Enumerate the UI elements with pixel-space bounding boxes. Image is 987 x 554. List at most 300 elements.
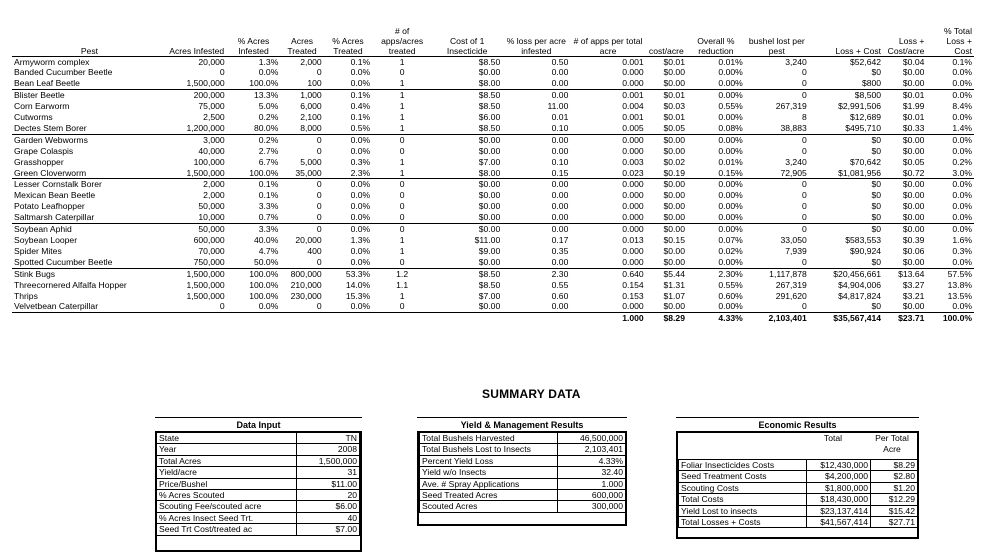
cell-overall-reduction: 0.01%: [718, 156, 743, 167]
cell-apps-treated: 1: [399, 78, 405, 89]
economic-total: $23,137,414: [807, 505, 871, 516]
cell-cost-acre: $0.15: [663, 235, 685, 245]
cell-loss-cost: $0: [809, 224, 883, 235]
yield-value: 2,103,401: [558, 444, 626, 455]
cell-loss-cost-acre: $3.21: [902, 290, 925, 301]
table-row: [12, 56, 974, 67]
cell-pest: Grape Colaspis: [14, 145, 74, 156]
cell-pct-treated: 0.0%: [350, 301, 371, 312]
cell-cost-acre: $0.00: [663, 78, 685, 89]
cell-loss-per-acre: 11.00: [547, 101, 569, 112]
cell-cost-acre: $0.01: [663, 112, 685, 123]
cell-loss-cost-acre: $0.00: [883, 134, 926, 145]
data-input-row: [157, 501, 360, 512]
cell-apps-treated: 1: [399, 112, 405, 123]
cell-loss-cost: $52,642: [850, 56, 882, 67]
data-input-label: Scouting Fee/scouted acre: [157, 501, 297, 512]
cell-pct-infested: 6.7%: [258, 156, 279, 167]
cell-pct-total: 0.0%: [952, 190, 972, 201]
economic-row: [679, 494, 918, 505]
cell-bushel-lost: 72,905: [780, 167, 807, 178]
cell-cost-insecticide: $8.50: [478, 122, 501, 133]
cell-overall-reduction: 2.30%: [687, 268, 745, 279]
cell-cost-acre: $0.00: [646, 179, 687, 190]
cell-loss-per-acre: 0.10: [551, 122, 569, 133]
cell-pct-infested: 100.0%: [249, 78, 279, 89]
cell-apps-treated: 1.2: [372, 268, 432, 279]
cell-cost-insecticide: $0.00: [478, 301, 501, 312]
cell-cost-acre: $0.00: [663, 201, 685, 212]
totals-row: [12, 313, 974, 324]
economic-row: [679, 460, 918, 471]
cell-cost-insecticide: $0.00: [432, 179, 502, 190]
cell-acres-infested: 0: [219, 301, 225, 312]
cell-pct-infested: 0.1%: [258, 190, 279, 201]
yield-label: Ave. # Spray Applications: [420, 478, 558, 489]
cell-pct-treated: 1.3%: [350, 235, 371, 245]
cell-cost-insecticide: $6.00: [478, 112, 501, 123]
cell-acres-treated: 5,000: [300, 156, 322, 167]
cell-bushel-lost: 33,050: [780, 235, 807, 245]
cell-acres-infested: 1,500,000: [186, 78, 225, 89]
cell-bushel-lost: 0: [801, 67, 807, 78]
cell-loss-cost: $495,710: [845, 122, 882, 133]
cell-overall-reduction: 0.00%: [718, 256, 743, 267]
cell-pest: Garden Webworms: [12, 134, 167, 145]
cell-pct-treated: 0.3%: [350, 156, 371, 167]
cell-acres-treated: 0: [316, 67, 322, 78]
table-row: [12, 201, 974, 212]
cell-overall-reduction: 0.01%: [718, 56, 743, 67]
cell-overall-reduction: 0.00%: [718, 212, 743, 223]
yield-row: [420, 501, 626, 512]
cell-acres-infested: 70,000: [198, 245, 225, 256]
cell-pct-total: 13.8%: [947, 279, 972, 290]
cell-cost-acre: $0.19: [663, 167, 685, 178]
yield-row: [420, 467, 626, 478]
yield-row: [420, 455, 626, 466]
cell-pct-infested: 0.2%: [227, 134, 281, 145]
cell-pct-treated: 53.3%: [324, 268, 373, 279]
cell-apps-total: 0.003: [622, 156, 644, 167]
yield-value: 1.000: [558, 478, 626, 489]
cell-cost-insecticide: $0.00: [478, 256, 501, 267]
cell-pct-infested: 3.3%: [258, 201, 279, 212]
cell-acres-treated: 800,000: [280, 268, 323, 279]
cell-pct-treated: 0.1%: [324, 90, 373, 101]
cell-acres-treated: 0: [280, 224, 323, 235]
cell-acres-infested: 50,000: [198, 201, 225, 212]
cell-apps-treated: 1: [399, 290, 405, 301]
cell-pct-total: 1.6%: [952, 235, 972, 245]
cell-apps-treated: 1.1: [396, 279, 409, 290]
data-input-value: 2008: [297, 444, 360, 455]
cell-loss-per-acre: 0.10: [551, 156, 569, 167]
cell-acres-infested: 40,000: [198, 145, 225, 156]
economic-total: $18,430,000: [807, 494, 871, 505]
total-cost-acre: $8.29: [646, 313, 687, 324]
table-row: [12, 301, 974, 312]
data-input-label: % Acres Scouted: [157, 490, 297, 501]
table-row: [12, 212, 974, 223]
economic-table: [678, 459, 918, 528]
cell-loss-cost: $4,904,006: [838, 279, 882, 290]
economic-label: Scouting Costs: [679, 482, 807, 493]
cell-apps-total: 0.005: [622, 122, 644, 133]
cell-apps-treated: 1: [399, 167, 405, 178]
data-input-row: [157, 433, 360, 444]
yield-row: [420, 490, 626, 501]
economic-label: Seed Treatment Costs: [679, 471, 807, 482]
cell-loss-cost-acre: $0.01: [902, 112, 925, 123]
yield-table: [419, 432, 626, 513]
cell-pct-total: 13.5%: [947, 290, 972, 301]
yield-value: 300,000: [558, 501, 626, 512]
cell-acres-infested: 3,000: [167, 134, 227, 145]
cell-loss-cost: $1,081,956: [838, 167, 882, 178]
col-header-overall-reduction: Overall % reduction: [687, 22, 745, 56]
cell-loss-cost-acre: $0.04: [902, 56, 925, 67]
data-input-label: Total Acres: [157, 455, 297, 466]
cell-pct-infested: 100.0%: [249, 290, 279, 301]
cell-loss-per-acre: 0.00: [551, 301, 569, 312]
cell-cost-insecticide: $8.50: [478, 101, 501, 112]
cell-loss-per-acre: 0.00: [551, 212, 569, 223]
cell-pct-infested: 3.3%: [227, 224, 281, 235]
economic-per-acre: $12.29: [871, 494, 918, 505]
cell-acres-treated: 210,000: [290, 279, 322, 290]
cell-overall-reduction: 0.02%: [718, 245, 743, 256]
pest-loss-table: [12, 22, 974, 324]
cell-loss-cost: $0: [871, 201, 882, 212]
cell-bushel-lost: 0: [801, 256, 807, 267]
cell-pct-total: 0.3%: [952, 245, 972, 256]
cell-pct-total: 0.0%: [952, 212, 972, 223]
cell-acres-treated: 0: [316, 301, 322, 312]
cell-pct-total: 8.4%: [952, 101, 972, 112]
yield-value: 4.33%: [558, 455, 626, 466]
economic-total: $12,430,000: [807, 460, 871, 471]
cell-pest: Saltmarsh Caterpillar: [14, 212, 95, 223]
yield-label: Seed Treated Acres: [420, 490, 558, 501]
economic-label: Foliar Insecticides Costs: [679, 460, 807, 471]
cell-apps-treated: 1: [399, 101, 405, 112]
cell-overall-reduction: 0.00%: [718, 78, 743, 89]
col-header-acres-infested: Acres Infested: [167, 22, 227, 56]
cell-pct-infested: 5.0%: [258, 101, 279, 112]
economic-total: $1,800,000: [807, 482, 871, 493]
table-row: [12, 257, 974, 268]
cell-loss-cost-acre: $0.00: [902, 212, 925, 223]
cell-apps-total: 0.000: [622, 212, 644, 223]
cell-loss-cost-acre: $0.00: [902, 67, 925, 78]
cell-overall-reduction: 0.15%: [718, 167, 743, 178]
economic-row: [679, 505, 918, 516]
cell-cost-acre: $0.00: [663, 212, 685, 223]
economic-topline: [676, 417, 919, 418]
cell-pct-infested: 50.0%: [253, 256, 279, 267]
data-input-value: $11.00: [297, 478, 360, 489]
cell-pct-infested: 2.7%: [258, 145, 279, 156]
cell-acres-infested: 10,000: [198, 212, 225, 223]
cell-loss-cost-acre: $3.27: [902, 279, 925, 290]
cell-cost-insecticide: $8.50: [478, 279, 501, 290]
cell-cost-acre: $0.00: [663, 256, 685, 267]
cell-cost-insecticide: $0.00: [478, 67, 501, 78]
cell-pct-total: 0.0%: [926, 224, 974, 235]
cell-pest: Dectes Stem Borer: [14, 122, 87, 133]
cell-apps-treated: 1: [399, 235, 405, 245]
cell-cost-acre: $0.00: [663, 301, 685, 312]
cell-bushel-lost: 8: [801, 112, 807, 123]
cell-apps-treated: 0: [372, 224, 432, 235]
cell-pct-treated: 0.0%: [350, 78, 371, 89]
cell-overall-reduction: 0.00%: [687, 90, 745, 101]
economic-row: [679, 517, 918, 528]
data-input-value: $6.00: [297, 501, 360, 512]
cell-apps-total: 0.000: [622, 256, 644, 267]
cell-overall-reduction: 0.00%: [718, 67, 743, 78]
cell-cost-insecticide: $8.50: [432, 90, 502, 101]
cell-loss-per-acre: 0.01: [551, 112, 569, 123]
cell-acres-treated: 2,100: [300, 112, 322, 123]
cell-acres-infested: 750,000: [193, 256, 225, 267]
cell-pest: Soybean Looper: [14, 235, 78, 245]
cell-pest: Stink Bugs: [12, 268, 167, 279]
cell-acres-infested: 100,000: [193, 156, 225, 167]
cell-cost-acre: $0.01: [646, 90, 687, 101]
cell-acres-treated: 2,000: [300, 56, 322, 67]
table-row: [12, 280, 974, 291]
cell-cost-acre: $0.00: [663, 67, 685, 78]
summary-title: SUMMARY DATA: [482, 387, 581, 401]
cell-overall-reduction: 0.55%: [718, 279, 743, 290]
cell-bushel-lost: 0: [801, 212, 807, 223]
cell-apps-total: 0.000: [570, 224, 645, 235]
cell-pct-total: 0.0%: [952, 301, 972, 312]
cell-pest: Lesser Cornstalk Borer: [12, 179, 167, 190]
cell-bushel-lost: 267,319: [775, 279, 807, 290]
cell-pct-treated: 0.0%: [324, 179, 373, 190]
cell-bushel-lost: 0: [745, 179, 809, 190]
cell-loss-per-acre: 0.00: [502, 90, 570, 101]
cell-pct-treated: 0.0%: [324, 224, 373, 235]
cell-pct-total: 0.0%: [926, 179, 974, 190]
cell-pct-treated: 0.0%: [324, 134, 373, 145]
cell-cost-insecticide: $7.00: [478, 290, 501, 301]
data-input-title: Data Input: [236, 420, 281, 430]
cell-loss-cost-acre: $0.00: [902, 145, 925, 156]
economic-col-acre: Acre: [883, 444, 901, 454]
data-input-value: 31: [297, 467, 360, 478]
cell-loss-per-acre: 0.50: [551, 56, 569, 67]
cell-loss-per-acre: 0.17: [551, 235, 569, 245]
cell-overall-reduction: 0.00%: [718, 145, 743, 156]
cell-acres-treated: 8,000: [300, 122, 322, 133]
cell-cost-insecticide: $0.00: [478, 145, 501, 156]
cell-cost-acre: $5.44: [646, 268, 687, 279]
total-pct: 100.0%: [926, 313, 974, 324]
data-input-value: 1,500,000: [297, 455, 360, 466]
cell-loss-per-acre: 0.00: [551, 78, 569, 89]
table-row: [12, 179, 974, 190]
table-row: [12, 235, 974, 246]
col-header-pct-total: % Total Loss + Cost: [926, 22, 974, 56]
table-row: [12, 90, 974, 101]
economic-label: Total Losses + Costs: [679, 517, 807, 528]
totals-blank: [12, 313, 167, 324]
cell-cost-acre: $0.05: [663, 122, 685, 133]
cell-apps-total: 0.001: [570, 90, 645, 101]
col-header-loss-cost-acre: Loss + Cost/acre: [883, 22, 926, 56]
cell-apps-total: 0.000: [622, 301, 644, 312]
cell-loss-per-acre: 0.00: [502, 179, 570, 190]
col-header-acres-treated: Acres Treated: [280, 22, 323, 56]
cell-overall-reduction: 0.60%: [718, 290, 743, 301]
cell-acres-infested: 2,000: [203, 190, 225, 201]
table-row: [12, 146, 974, 157]
col-header-bushel-lost: bushel lost per pest: [745, 22, 809, 56]
table-row: [12, 268, 974, 279]
economic-label: Yield Lost to insects: [679, 505, 807, 516]
cell-pct-infested: 0.7%: [258, 212, 279, 223]
yield-row: [420, 444, 626, 455]
cell-loss-cost-acre: $0.00: [902, 301, 925, 312]
cell-loss-cost-acre: $1.99: [902, 101, 925, 112]
cell-loss-cost: $70,642: [850, 156, 882, 167]
cell-loss-cost-acre: $0.01: [883, 90, 926, 101]
total-loss-cost-acre: $23.71: [883, 313, 926, 324]
cell-loss-per-acre: 0.00: [502, 224, 570, 235]
cell-loss-cost: $0: [809, 134, 883, 145]
cell-acres-infested: 1,500,000: [186, 167, 225, 178]
cell-acres-treated: 0: [280, 134, 323, 145]
yield-value: 46,500,000: [558, 433, 626, 444]
cell-loss-cost: $0: [871, 212, 882, 223]
cell-cost-insecticide: $0.00: [478, 201, 501, 212]
data-input-value: TN: [297, 433, 360, 444]
cell-overall-reduction: 0.00%: [718, 301, 743, 312]
cell-bushel-lost: 267,319: [775, 101, 807, 112]
cell-acres-infested: 0: [219, 67, 225, 78]
cell-pest: Thrips: [14, 290, 38, 301]
economic-per-acre: $15.42: [871, 505, 918, 516]
economic-title: Economic Results: [758, 420, 837, 430]
cell-pct-treated: 0.0%: [350, 145, 371, 156]
cell-pct-treated: 0.0%: [350, 201, 371, 212]
cell-acres-treated: 6,000: [300, 101, 322, 112]
cell-pct-total: 0.0%: [926, 134, 974, 145]
cell-pct-infested: 1.3%: [258, 56, 279, 67]
cell-apps-treated: 0: [399, 190, 405, 201]
cell-loss-cost: $8,500: [809, 90, 883, 101]
cell-apps-treated: 1: [372, 90, 432, 101]
cell-loss-per-acre: 0.00: [551, 201, 569, 212]
cell-pct-treated: 0.0%: [350, 256, 371, 267]
cell-loss-cost-acre: $0.00: [883, 179, 926, 190]
cell-apps-treated: 0: [399, 145, 405, 156]
cell-loss-cost-acre: $13.64: [883, 268, 926, 279]
cell-acres-treated: 100: [307, 78, 322, 89]
cell-apps-treated: 0: [372, 134, 432, 145]
data-input-row: [157, 524, 360, 535]
cell-pct-infested: 100.0%: [227, 268, 281, 279]
cell-pct-total: 0.0%: [952, 67, 972, 78]
data-input-row: [157, 512, 360, 523]
cell-loss-per-acre: 0.15: [551, 167, 569, 178]
cell-pest: Armyworm complex: [14, 56, 90, 67]
cell-apps-total: 0.154: [622, 279, 644, 290]
cell-cost-insecticide: $11.00: [474, 235, 501, 245]
data-input-row: [157, 444, 360, 455]
data-input-label: State: [157, 433, 297, 444]
table-row: [12, 134, 974, 145]
cell-pest: Grasshopper: [14, 156, 64, 167]
cell-acres-infested: 2,000: [167, 179, 227, 190]
cell-loss-cost: $0: [871, 190, 882, 201]
cell-apps-total: 0.000: [622, 190, 644, 201]
cell-bushel-lost: 7,939: [785, 245, 807, 256]
cell-apps-treated: 0: [399, 212, 405, 223]
cell-apps-treated: 1: [399, 245, 405, 256]
data-input-row: [157, 478, 360, 489]
cell-pct-treated: 0.0%: [350, 190, 371, 201]
data-input-row: [157, 490, 360, 501]
cell-loss-cost: $583,553: [845, 235, 882, 245]
col-header-apps-per-acre-treated: # of apps/acres treated: [372, 22, 432, 56]
cell-cost-acre: $0.03: [663, 101, 685, 112]
cell-pct-treated: 2.3%: [350, 167, 371, 178]
cell-cost-insecticide: $9.00: [478, 245, 501, 256]
cell-loss-cost-acre: $0.06: [902, 245, 925, 256]
cell-apps-total: 0.000: [622, 245, 644, 256]
col-header-apps-per-total-acre: # of apps per total acre: [570, 22, 645, 56]
cell-apps-total: 0.000: [570, 179, 645, 190]
cell-pest: Banded Cucumber Beetle: [14, 67, 113, 78]
cell-loss-per-acre: 0.00: [551, 190, 569, 201]
cell-loss-per-acre: 0.35: [551, 245, 569, 256]
cell-apps-total: 0.023: [622, 167, 644, 178]
col-header-cost-insecticide: Cost of 1 Insecticide: [432, 22, 502, 56]
yield-label: Percent Yield Loss: [420, 455, 558, 466]
cell-bushel-lost: 0: [745, 224, 809, 235]
cell-bushel-lost: 0: [801, 190, 807, 201]
cell-pest: Green Cloverworm: [14, 167, 87, 178]
table-row: [12, 112, 974, 123]
cell-loss-cost: $0: [871, 145, 882, 156]
cell-pct-treated: 0.1%: [350, 56, 371, 67]
cell-apps-total: 0.001: [622, 112, 644, 123]
cell-pct-treated: 0.0%: [350, 212, 371, 223]
cell-loss-cost-acre: $0.00: [902, 256, 925, 267]
cell-bushel-lost: 38,883: [780, 122, 807, 133]
cell-pct-treated: 0.0%: [350, 245, 371, 256]
cell-bushel-lost: 0: [801, 301, 807, 312]
cell-acres-treated: 0: [280, 179, 323, 190]
cell-loss-per-acre: 0.55: [551, 279, 569, 290]
cell-pct-infested: 80.0%: [253, 122, 279, 133]
cell-acres-treated: 230,000: [290, 290, 322, 301]
cell-pct-total: 0.0%: [952, 145, 972, 156]
cell-overall-reduction: 0.07%: [718, 235, 743, 245]
economic-col-total: Total: [823, 433, 843, 443]
cell-apps-total: 0.013: [622, 235, 644, 245]
cell-pct-infested: 4.7%: [258, 245, 279, 256]
cell-cost-insecticide: $0.00: [432, 224, 502, 235]
cell-pct-treated: 0.1%: [350, 112, 371, 123]
cell-pct-total: 0.2%: [952, 156, 972, 167]
cell-apps-total: 0.000: [622, 145, 644, 156]
